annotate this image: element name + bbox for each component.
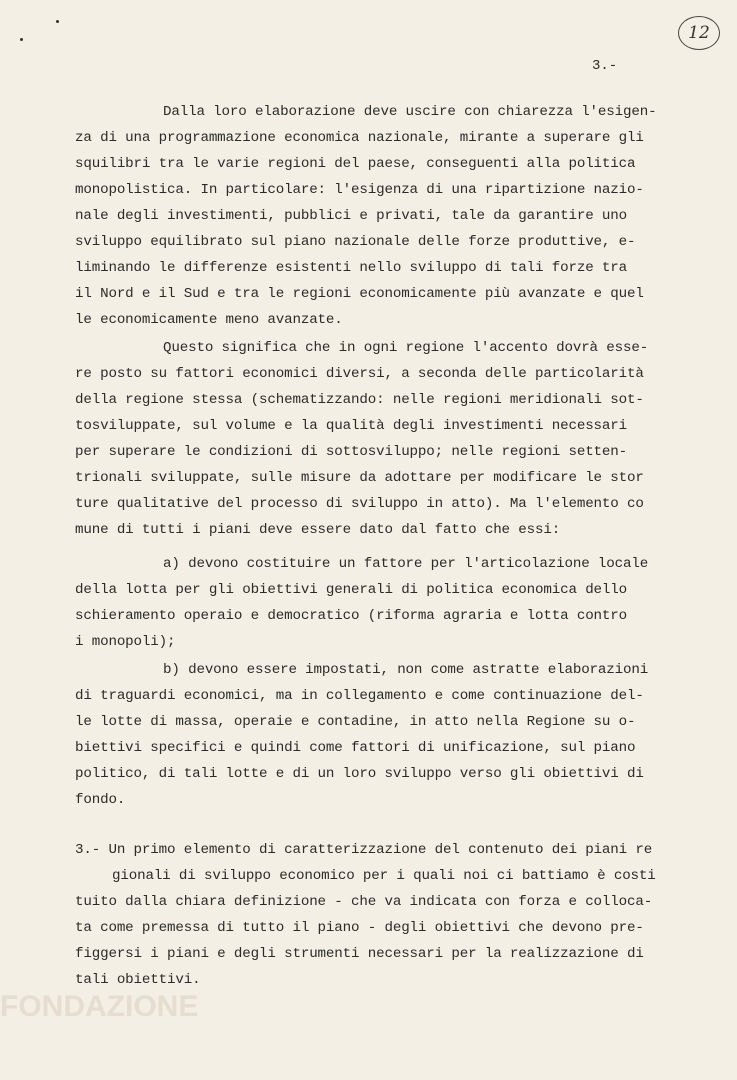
text-line: fondo.	[75, 792, 126, 808]
ink-speck	[20, 38, 23, 41]
archive-page-stamp: 12	[678, 16, 720, 50]
text-line: ture qualitative del processo di sviluppo in atto). Ma l'elemento co	[75, 496, 644, 512]
text-line: squilibri tra le varie regioni del paese, conseguenti alla politica	[75, 156, 636, 172]
text-line: figgersi i piani e degli strumenti necessari per la realizzazione di	[75, 946, 644, 962]
text-line: tuito dalla chiara definizione - che va indicata con forza e colloca-	[75, 894, 653, 910]
text-line: di traguardi economici, ma in collegamento e come continuazione del-	[75, 688, 644, 704]
text-line: i monopoli);	[75, 634, 176, 650]
text-line: biettivi specifici e quindi come fattori di unificazione, sul piano	[75, 740, 636, 756]
text-line: mune di tutti i piani deve essere dato dal fatto che essi:	[75, 522, 561, 538]
text-line: le lotte di massa, operaie e contadine, in atto nella Regione su o-	[75, 714, 636, 730]
text-line: le economicamente meno avanzate.	[75, 312, 343, 328]
text-line: della lotta per gli obiettivi generali di politica economica dello	[75, 582, 628, 598]
text-line: tali obiettivi.	[75, 972, 201, 988]
page-number: 3.-	[592, 58, 618, 74]
text-line: della regione stessa (schematizzando: nelle regioni meridionali sot-	[75, 392, 644, 408]
text-line: tosviluppate, sul volume e la qualità degli investimenti necessari	[75, 418, 628, 434]
text-line: politico, di tali lotte e di un loro sviluppo verso gli obiettivi di	[75, 766, 644, 782]
list-item-a: a) devono costituire un fattore per l'articolazione locale	[163, 556, 649, 572]
text-line: liminando le differenze esistenti nello sviluppo di tali forze tra	[75, 260, 628, 276]
archive-watermark: FONDAZIONE	[0, 990, 199, 1023]
text-line: za di una programmazione economica nazionale, mirante a superare gli	[75, 130, 644, 146]
ink-speck	[56, 20, 59, 23]
text-line: ta come premessa di tutto il piano - degli obiettivi che devono pre-	[75, 920, 644, 936]
text-line: Dalla loro elaborazione deve uscire con chiarezza l'esigen-	[163, 104, 657, 120]
text-line: sviluppo equilibrato sul piano nazionale delle forze produttive, e-	[75, 234, 636, 250]
text-line: re posto su fattori economici diversi, a seconda delle particolarità	[75, 366, 644, 382]
text-line: trionali sviluppate, sulle misure da adottare per modificare le stor	[75, 470, 644, 486]
text-line: per superare le condizioni di sottosviluppo; nelle regioni setten-	[75, 444, 628, 460]
section-3-heading-line: 3.- Un primo elemento di caratterizzazione del contenuto dei piani re	[75, 842, 653, 858]
text-line: Questo significa che in ogni regione l'accento dovrà esse-	[163, 340, 649, 356]
text-line: nale degli investimenti, pubblici e privati, tale da garantire uno	[75, 208, 628, 224]
text-line: il Nord e il Sud e tra le regioni economicamente più avanzate e quel	[75, 286, 644, 302]
list-item-b: b) devono essere impostati, non come astratte elaborazioni	[163, 662, 649, 678]
text-line: gionali di sviluppo economico per i quali noi ci battiamo è costi	[112, 868, 656, 884]
text-line: monopolistica. In particolare: l'esigenza di una ripartizione nazio-	[75, 182, 644, 198]
text-line: schieramento operaio e democratico (riforma agraria e lotta contro	[75, 608, 628, 624]
